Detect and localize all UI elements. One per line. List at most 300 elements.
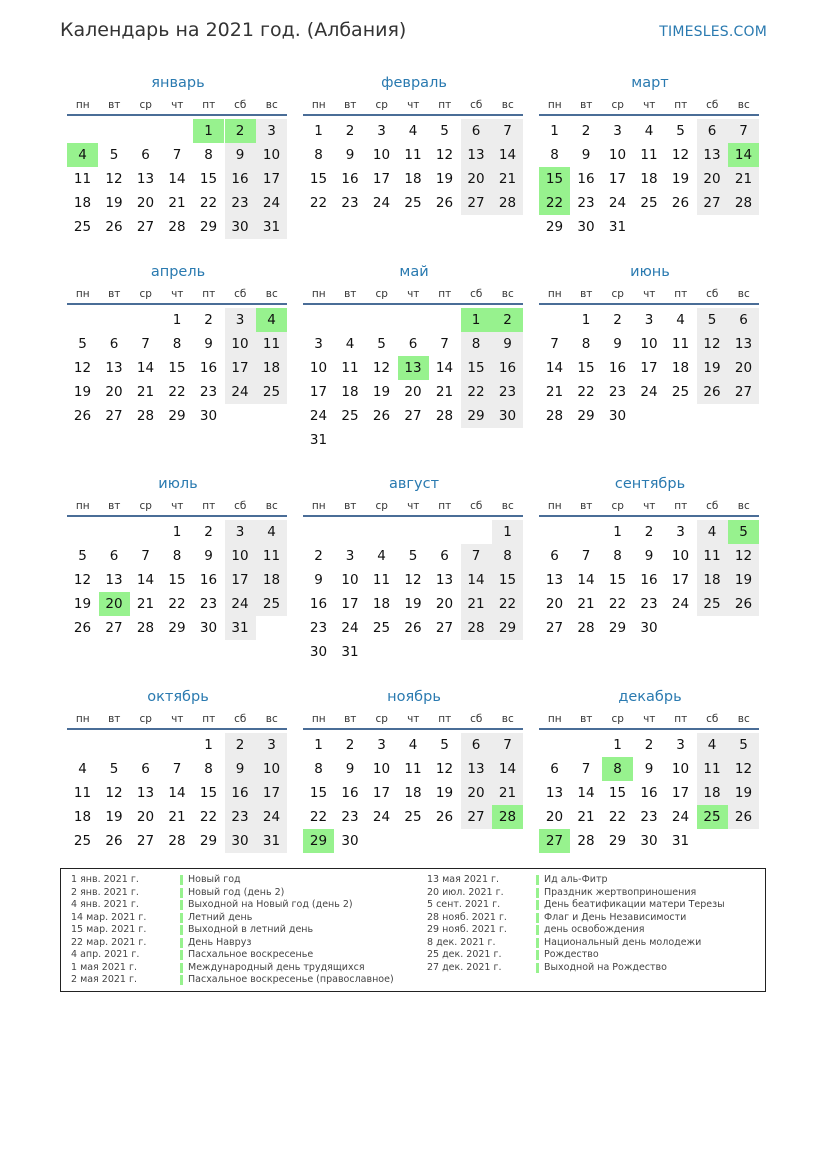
day-cell: 12 xyxy=(435,761,454,777)
weekday-header: вс xyxy=(265,99,278,111)
day-cell: 5 xyxy=(676,123,685,139)
day-cell: 10 xyxy=(309,360,328,376)
day-cell: 28 xyxy=(728,191,759,215)
weekday-header: вт xyxy=(580,288,593,300)
legend-date: 2 мая 2021 г. xyxy=(71,974,137,985)
day-cell: 2 xyxy=(644,737,654,753)
weekday-header: пн xyxy=(311,500,326,512)
day-cell: 24 xyxy=(341,620,359,636)
day-cell: 16 xyxy=(608,360,627,376)
day-cell: 10 xyxy=(256,143,287,167)
day-cell: 21 xyxy=(136,384,155,400)
day-cell: 27 xyxy=(697,191,728,215)
weekday-header: вс xyxy=(501,713,514,725)
day-cell: 22 xyxy=(608,596,627,612)
day-cell: 28 xyxy=(461,616,492,640)
weekday-header: пн xyxy=(75,288,90,300)
day-cell: 19 xyxy=(671,171,690,187)
day-cell: 13 xyxy=(461,757,492,781)
day-cell: 23 xyxy=(225,805,256,829)
day-cell: 8 xyxy=(492,544,523,568)
day-cell: 29 xyxy=(608,620,627,636)
weekday-header: сб xyxy=(706,99,719,111)
day-cell: 18 xyxy=(341,384,359,400)
day-cell: 24 xyxy=(309,408,328,424)
weekday-header: вс xyxy=(737,500,750,512)
weekday-header: пн xyxy=(547,288,562,300)
day-cell: 29 xyxy=(199,833,218,849)
day-cell: 15 xyxy=(577,360,595,376)
weekday-header: чт xyxy=(643,713,656,725)
day-cell: 27 xyxy=(545,620,564,636)
day-cell: 11 xyxy=(73,785,92,801)
weekday-header: ср xyxy=(611,500,624,512)
day-cell: 20 xyxy=(435,596,454,612)
day-cell: 7 xyxy=(141,548,150,564)
legend-date: 25 дек. 2021 г. xyxy=(427,949,502,960)
weekday-header: чт xyxy=(171,713,184,725)
day-cell: 10 xyxy=(256,757,287,781)
day-cell: 18 xyxy=(73,809,92,825)
weekday-header: чт xyxy=(407,713,420,725)
day-cell: 25 xyxy=(256,380,287,404)
day-cell: 20 xyxy=(136,809,155,825)
day-cell: 9 xyxy=(644,548,654,564)
day-cell: 10 xyxy=(341,572,359,588)
weekday-header: пт xyxy=(674,500,688,512)
day-cell: 16 xyxy=(309,596,328,612)
day-cell: 22 xyxy=(168,596,186,612)
day-cell: 26 xyxy=(73,620,92,636)
day-cell: 23 xyxy=(341,195,359,211)
day-cell: 24 xyxy=(256,805,287,829)
day-cell: 5 xyxy=(109,147,119,163)
holiday-legend xyxy=(60,868,766,992)
day-cell: 21 xyxy=(577,809,595,825)
day-cell: 12 xyxy=(728,757,759,781)
holiday-marker xyxy=(536,875,539,885)
day-cell: 11 xyxy=(372,572,391,588)
day-cell: 29 xyxy=(199,219,218,235)
day-cell: 30 xyxy=(199,408,218,424)
holiday-day-cell: 28 xyxy=(492,805,523,829)
day-cell: 27 xyxy=(461,805,492,829)
day-cell: 12 xyxy=(105,171,123,187)
day-cell: 22 xyxy=(492,592,523,616)
day-cell: 4 xyxy=(408,737,418,753)
day-cell: 17 xyxy=(256,781,287,805)
day-cell: 10 xyxy=(671,761,690,777)
day-cell: 18 xyxy=(372,596,391,612)
weekday-header: вс xyxy=(737,99,750,111)
day-cell: 14 xyxy=(577,785,595,801)
day-cell: 19 xyxy=(728,568,759,592)
day-cell: 7 xyxy=(492,119,523,143)
holiday-marker xyxy=(536,913,539,923)
weekday-header: ср xyxy=(139,713,152,725)
day-cell: 5 xyxy=(109,761,119,777)
weekday-header: пт xyxy=(674,713,688,725)
day-cell: 11 xyxy=(341,360,359,376)
weekday-header: пт xyxy=(674,288,688,300)
month-title: октябрь xyxy=(147,689,209,705)
weekday-header: чт xyxy=(407,500,420,512)
day-cell: 31 xyxy=(341,644,359,660)
holiday-marker xyxy=(536,900,539,910)
day-cell: 11 xyxy=(640,147,658,163)
holiday-marker xyxy=(180,950,183,960)
day-cell: 11 xyxy=(256,544,287,568)
day-cell: 3 xyxy=(225,308,256,332)
day-cell: 30 xyxy=(640,833,658,849)
day-cell: 27 xyxy=(105,620,123,636)
day-cell: 13 xyxy=(697,143,728,167)
weekday-header: вт xyxy=(108,500,121,512)
weekday-header: сб xyxy=(706,713,719,725)
legend-date: 1 янв. 2021 г. xyxy=(71,874,139,885)
weekday-header: вс xyxy=(501,288,514,300)
weekday-header: вс xyxy=(265,713,278,725)
day-cell: 19 xyxy=(372,384,391,400)
weekday-header: пн xyxy=(547,500,562,512)
day-cell: 3 xyxy=(225,520,256,544)
day-cell: 26 xyxy=(728,805,759,829)
month-title: август xyxy=(388,476,440,492)
weekday-header: пн xyxy=(311,99,326,111)
day-cell: 7 xyxy=(141,336,150,352)
month-title: июнь xyxy=(630,264,670,280)
day-cell: 19 xyxy=(105,195,123,211)
day-cell: 24 xyxy=(372,809,391,825)
legend-date: 22 мар. 2021 г. xyxy=(71,936,147,948)
day-cell: 9 xyxy=(225,757,256,781)
day-cell: 17 xyxy=(671,572,690,588)
day-cell: 14 xyxy=(136,572,155,588)
weekday-header: ср xyxy=(375,713,388,725)
month-title: декабрь xyxy=(618,689,682,705)
day-cell: 30 xyxy=(608,408,627,424)
day-cell: 23 xyxy=(492,380,523,404)
day-cell: 3 xyxy=(613,123,622,139)
weekday-header: вт xyxy=(108,713,121,725)
day-cell: 23 xyxy=(341,809,359,825)
day-cell: 1 xyxy=(550,123,559,139)
day-cell: 12 xyxy=(73,572,92,588)
weekday-header: пт xyxy=(438,99,452,111)
legend-date: 4 янв. 2021 г. xyxy=(71,899,139,910)
day-cell: 13 xyxy=(545,785,564,801)
day-cell: 1 xyxy=(492,520,523,544)
day-cell: 5 xyxy=(78,548,87,564)
day-cell: 20 xyxy=(136,195,155,211)
weekday-header: вт xyxy=(344,288,357,300)
day-cell: 24 xyxy=(671,596,690,612)
day-cell: 5 xyxy=(440,737,449,753)
day-cell: 20 xyxy=(105,384,123,400)
day-cell: 10 xyxy=(225,544,256,568)
day-cell: 23 xyxy=(640,809,658,825)
day-cell: 19 xyxy=(728,781,759,805)
weekday-header: пт xyxy=(202,99,216,111)
day-cell: 12 xyxy=(697,332,728,356)
day-cell: 16 xyxy=(199,360,218,376)
day-cell: 24 xyxy=(256,191,287,215)
month-divider xyxy=(539,515,759,517)
day-cell: 22 xyxy=(608,809,627,825)
holiday-marker xyxy=(536,938,539,948)
legend-date: 28 нояб. 2021 г. xyxy=(427,911,507,923)
weekday-header: чт xyxy=(643,99,656,111)
day-cell: 17 xyxy=(256,167,287,191)
day-cell: 17 xyxy=(671,785,690,801)
day-cell: 21 xyxy=(461,592,492,616)
day-cell: 25 xyxy=(697,592,728,616)
day-cell: 25 xyxy=(640,195,658,211)
day-cell: 25 xyxy=(341,408,359,424)
weekday-header: вт xyxy=(344,713,357,725)
day-cell: 26 xyxy=(73,408,92,424)
day-cell: 25 xyxy=(256,592,287,616)
day-cell: 28 xyxy=(168,833,186,849)
day-cell: 12 xyxy=(372,360,391,376)
weekday-header: сб xyxy=(234,99,247,111)
legend-holiday-name: Праздник жертвоприношения xyxy=(544,886,697,898)
day-cell: 30 xyxy=(492,404,523,428)
day-cell: 4 xyxy=(697,520,728,544)
day-cell: 25 xyxy=(372,620,391,636)
day-cell: 16 xyxy=(640,572,658,588)
day-cell: 6 xyxy=(550,761,559,777)
weekday-header: вт xyxy=(580,500,593,512)
day-cell: 6 xyxy=(141,147,150,163)
day-cell: 8 xyxy=(613,548,622,564)
weekday-header: сб xyxy=(470,500,483,512)
brand-link[interactable]: TIMESLES.COM xyxy=(659,24,767,40)
day-cell: 17 xyxy=(225,356,256,380)
day-cell: 23 xyxy=(199,384,218,400)
day-cell: 27 xyxy=(404,408,422,424)
day-cell: 11 xyxy=(404,147,422,163)
day-cell: 31 xyxy=(671,833,690,849)
day-cell: 14 xyxy=(168,171,186,187)
day-cell: 1 xyxy=(172,524,182,540)
day-cell: 27 xyxy=(461,191,492,215)
day-cell: 18 xyxy=(404,785,422,801)
day-cell: 22 xyxy=(309,809,328,825)
day-cell: 18 xyxy=(671,360,690,376)
legend-holiday-name: Выходной в летний день xyxy=(188,924,314,935)
weekday-header: пн xyxy=(311,288,326,300)
day-cell: 7 xyxy=(728,119,759,143)
day-cell: 13 xyxy=(105,572,123,588)
day-cell: 25 xyxy=(73,219,92,235)
day-cell: 5 xyxy=(440,123,449,139)
legend-holiday-name: День Навруз xyxy=(188,936,252,948)
weekday-header: пт xyxy=(202,288,216,300)
weekday-header: пт xyxy=(438,288,452,300)
day-cell: 14 xyxy=(168,785,186,801)
day-cell: 24 xyxy=(225,592,256,616)
day-cell: 11 xyxy=(697,544,728,568)
day-cell: 10 xyxy=(372,761,391,777)
day-cell: 31 xyxy=(309,432,328,448)
day-cell: 4 xyxy=(676,312,685,328)
day-cell: 26 xyxy=(105,833,123,849)
day-cell: 9 xyxy=(644,761,654,777)
legend-holiday-name: Выходной на Новый год (день 2) xyxy=(188,899,353,910)
day-cell: 31 xyxy=(256,829,287,853)
day-cell: 28 xyxy=(492,191,523,215)
day-cell: 16 xyxy=(640,785,658,801)
day-cell: 2 xyxy=(204,524,213,540)
holiday-day-cell: 27 xyxy=(539,829,570,853)
holiday-day-cell: 5 xyxy=(728,520,759,544)
day-cell: 30 xyxy=(225,829,256,853)
day-cell: 18 xyxy=(697,568,728,592)
day-cell: 26 xyxy=(697,380,728,404)
month-divider xyxy=(303,303,523,305)
day-cell: 8 xyxy=(204,761,213,777)
day-cell: 8 xyxy=(581,336,591,352)
month-divider xyxy=(303,728,523,730)
day-cell: 21 xyxy=(168,195,186,211)
legend-holiday-name: день освобождения xyxy=(544,924,645,935)
weekday-header: сб xyxy=(706,500,719,512)
day-cell: 15 xyxy=(461,356,492,380)
day-cell: 9 xyxy=(613,336,622,352)
day-cell: 28 xyxy=(435,408,454,424)
day-cell: 13 xyxy=(105,360,123,376)
month-title: сентябрь xyxy=(614,476,686,492)
day-cell: 17 xyxy=(225,568,256,592)
day-cell: 18 xyxy=(256,356,287,380)
month-divider xyxy=(539,114,759,116)
month-divider xyxy=(67,114,287,116)
day-cell: 6 xyxy=(440,548,449,564)
day-cell: 27 xyxy=(136,219,155,235)
day-cell: 15 xyxy=(608,785,627,801)
day-cell: 17 xyxy=(608,171,627,187)
day-cell: 2 xyxy=(345,123,355,139)
weekday-header: вс xyxy=(501,99,514,111)
month-divider xyxy=(67,303,287,305)
day-cell: 29 xyxy=(492,616,523,640)
day-cell: 30 xyxy=(225,215,256,239)
day-cell: 23 xyxy=(577,195,595,211)
day-cell: 23 xyxy=(640,596,658,612)
legend-holiday-name: Ид аль-Фитр xyxy=(544,874,608,885)
day-cell: 9 xyxy=(225,143,256,167)
weekday-header: чт xyxy=(407,288,420,300)
weekday-header: вс xyxy=(501,500,514,512)
weekday-header: ср xyxy=(611,288,624,300)
day-cell: 7 xyxy=(550,336,559,352)
day-cell: 26 xyxy=(728,592,759,616)
day-cell: 1 xyxy=(204,737,213,753)
day-cell: 15 xyxy=(199,171,218,187)
day-cell: 27 xyxy=(105,408,123,424)
day-cell: 30 xyxy=(577,219,595,235)
day-cell: 31 xyxy=(256,215,287,239)
legend-holiday-name: Рождество xyxy=(544,949,599,960)
holiday-marker xyxy=(180,888,183,898)
month-divider xyxy=(303,515,523,517)
day-cell: 26 xyxy=(671,195,690,211)
month-title: февраль xyxy=(381,75,447,91)
weekday-header: чт xyxy=(171,99,184,111)
day-cell: 4 xyxy=(78,761,87,777)
day-cell: 18 xyxy=(73,195,92,211)
day-cell: 31 xyxy=(608,219,627,235)
day-cell: 14 xyxy=(492,143,523,167)
weekday-header: сб xyxy=(470,99,483,111)
day-cell: 27 xyxy=(728,380,759,404)
day-cell: 21 xyxy=(136,596,155,612)
day-cell: 6 xyxy=(109,548,119,564)
day-cell: 16 xyxy=(225,167,256,191)
day-cell: 6 xyxy=(550,548,559,564)
day-cell: 7 xyxy=(581,761,591,777)
legend-date: 15 мар. 2021 г. xyxy=(71,924,147,935)
day-cell: 10 xyxy=(671,548,690,564)
month-divider xyxy=(539,728,759,730)
day-cell: 2 xyxy=(204,312,213,328)
day-cell: 3 xyxy=(314,336,323,352)
day-cell: 19 xyxy=(105,809,123,825)
weekday-header: вт xyxy=(344,500,357,512)
day-cell: 8 xyxy=(314,147,323,163)
day-cell: 14 xyxy=(461,568,492,592)
day-cell: 1 xyxy=(172,312,182,328)
day-cell: 15 xyxy=(608,572,627,588)
month-title: ноябрь xyxy=(387,689,441,705)
legend-holiday-name: Флаг и День Независимости xyxy=(544,911,687,923)
day-cell: 2 xyxy=(314,548,323,564)
day-cell: 29 xyxy=(461,404,492,428)
day-cell: 31 xyxy=(225,616,256,640)
day-cell: 21 xyxy=(728,167,759,191)
day-cell: 11 xyxy=(256,332,287,356)
month-title: январь xyxy=(151,75,205,91)
month-divider xyxy=(539,303,759,305)
day-cell: 19 xyxy=(435,171,454,187)
day-cell: 11 xyxy=(404,761,422,777)
day-cell: 17 xyxy=(309,384,328,400)
day-cell: 16 xyxy=(492,356,523,380)
month-title: июль xyxy=(158,476,198,492)
day-cell: 13 xyxy=(136,171,155,187)
day-cell: 9 xyxy=(204,336,213,352)
day-cell: 11 xyxy=(73,171,92,187)
day-cell: 9 xyxy=(581,147,591,163)
day-cell: 18 xyxy=(697,781,728,805)
weekday-header: вт xyxy=(108,288,121,300)
legend-holiday-name: Пасхальное воскресенье (православное) xyxy=(188,974,394,985)
day-cell: 8 xyxy=(461,332,492,356)
legend-holiday-name: Выходной на Рождество xyxy=(544,961,667,973)
day-cell: 7 xyxy=(461,544,492,568)
day-cell: 13 xyxy=(545,572,564,588)
weekday-header: сб xyxy=(470,713,483,725)
holiday-day-cell: 25 xyxy=(697,805,728,829)
day-cell: 17 xyxy=(640,360,658,376)
holiday-day-cell: 2 xyxy=(492,308,523,332)
day-cell: 11 xyxy=(671,336,690,352)
day-cell: 2 xyxy=(225,733,256,757)
day-cell: 5 xyxy=(377,336,386,352)
day-cell: 3 xyxy=(377,737,386,753)
weekday-header: чт xyxy=(407,99,420,111)
